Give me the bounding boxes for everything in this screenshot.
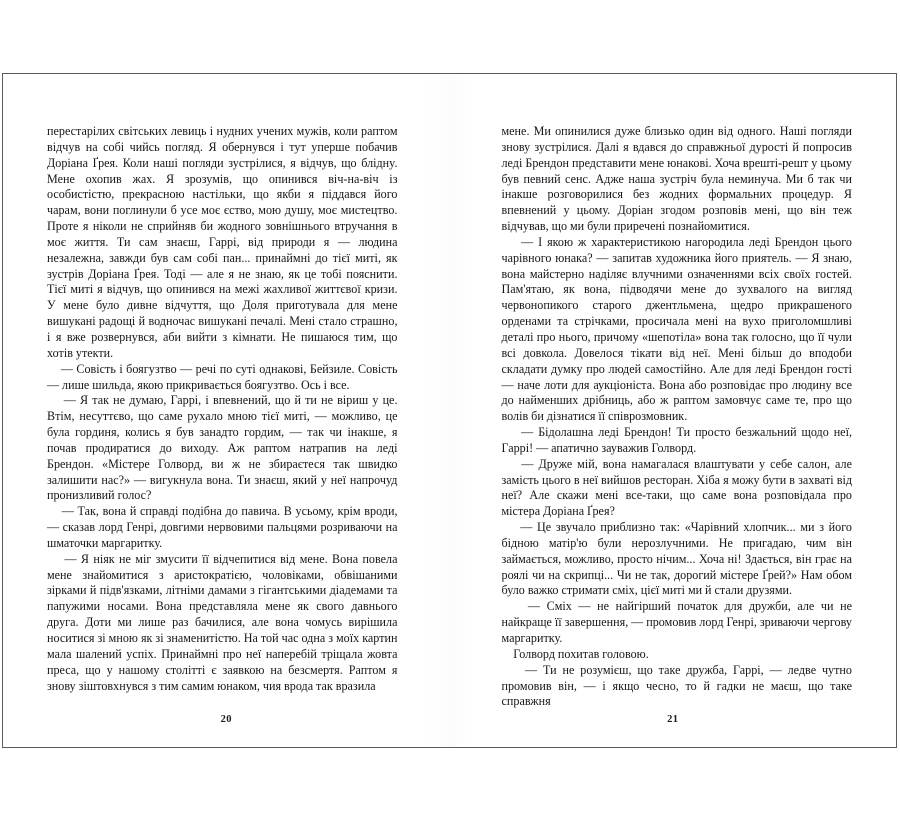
paragraph: — Це звучало приблизно так: «Чарівний хлопчик... ми з його бідною матір'ю були нерозлучними. Не пригадаю, чим він займається, можливо, просто нічим... Хоча ні! Здається, він грає на роялі чи на скрипці... Чи не так, дорогий містере Ґрей?» Нам обом було важко стримати сміх, цієї миті ми й стали друзями. (501, 520, 855, 598)
paragraph: — І якою ж характеристикою нагородила леді Брендон цього чарівного юнака? — запитав художника його приятель. — Я знаю, вона майстерно наділяє влучними означеннями всіх своїх гостей. Пам'ятаю, як вона, підводячи мене до зухвалого на вигляд червонопикого старого джентльмена, щедро прикрашеного орденами та стрічками, просичала мені на вухо приголомшливі деталі про нього, причому «шепотіла» вона так голосно, що її чули всі довкола. Довелося тікати від неї. Мені більш до вподоби складати думку про людей самостійно. Але для леді Брендон гості — наче лоти для аукціоніста. Вона або розповідає про людину все до найменших дрібниць, або ж раптом замовчує саме те, про що волів би дізнатися її співрозмовник. (501, 234, 855, 424)
spread-inner (3, 74, 896, 747)
paragraph: перестарілих світських левиць і нудних учених мужів, коли раптом відчув на собі чийсь погляд. Я обернувся і тут уперше побачив Доріана Ґрея. Коли наші погляди зустрілися, я відчув, що бліднy. Мене охопив жах. Я зрозумів, що опинився віч-на-віч із особистістю, прекрасною настільки, що якби я піддався його чарам, вони поглинули б усе моє єство, мою душу, моє мистецтво. Проте я ніколи не сприйняв би жодного зовнішнього втручання в моє життя. Ти сам знаєш, Гаррі, від природи я — людина незалежна, завжди був сам собі пан... принаймні до тієї миті, як зустрів Доріана Ґрея. Тоді — але я не знаю, як це тобі пояснити. Тієї миті я відчув, що опинився на межі жахливої життєвої кризи. У мене було дивне відчуття, що Доля приготувала для мене вишукані радощі й водночас вишукані печалі. Мені стало страшно, і я вже розвернувся, аби вийти з кімнати. Не пишаюся тим, що хотів утекти. (47, 124, 401, 360)
gutter-shadow-right (450, 74, 476, 747)
paragraph: — Друже мій, вона намагалася влаштувати у себе салон, але замість цього в неї вийшов ресторан. Хіба я можу бути в захваті від неї? Але скажи мені все-таки, що саме вона розповідала про містера Доріана Ґрея? (501, 456, 855, 519)
paragraph: мене. Ми опинилися дуже близько один від одного. Наші погляди знову зустрілися. Далі я вдався до справжньої дурості й попросив леді Брендон представити мене юнакові. Хоча врешті-решт у цьому був певний сенс. Адже наша зустріч була неминуча. Ми б так чи інакше розговорилися без жодних формальних процедур. Я впевнений у цьому. Доріан згодом розповів мені, що він теж відчував, що ми були приречені познайомитися. (501, 124, 855, 234)
paragraph: Голворд похитав головою. (501, 646, 649, 661)
paragraph: — Сміх — не найгірший початок для дружби, але чи не найкраще її завершення, — промовив лорд Генрі, зриваючи чергову маргаритку. (501, 599, 855, 645)
book-page-spread (2, 73, 897, 748)
paragraph: — Ти не розумієш, що таке дружба, Гаррі, — ледве чутно промовив він, — і якщо чесно, то й гадки не маєш, що таке справжня (501, 662, 855, 709)
right-page-text-block (502, 124, 853, 710)
paragraph: — Бідолашна леді Брендон! Ти просто безжальний щодо неї, Гаррі! — апатично зауважив Голворд. (501, 425, 855, 455)
left-page-text-block (47, 124, 401, 694)
gutter-shadow-left (424, 74, 450, 747)
page-number-right: 21 (667, 714, 679, 725)
left-page (3, 74, 450, 747)
paragraph: — Совість і боягузтво — речі по суті однакові, Бейзиле. Совість — лише шильда, якою прикривається боягузтво. Ось і все. (47, 361, 401, 392)
paragraph: — Так, вона й справді подібна до павича. В усьому, крім вроди, — сказав лорд Генрі, довгими нервовими пальцями розриваючи на шматочки маргаритку. (47, 504, 401, 550)
paragraph: — Я ніяк не міг змусити її відчепитися від мене. Вона повела мене знайомитися з аристократією, чоловіками, обвішаними зірками й підв'язками, літніми дамами з гігантськими діадемами та папужими носами. Вона представляла мене як свого давнього друга. Доти ми лише раз бачилися, але вона чомусь вирішила носитися зі мною як зі знаменитістю. На той час одна з моїх картин мала шалений успіх. Принаймні про неї наперебій тріщала жовта преса, що у нашому столітті є заявкою на безсмертя. Раптом я знову зіштовхнувся з тим самим юнаком, чия врода так вразила (47, 551, 401, 693)
paragraph: — Я так не думаю, Гаррі, і впевнений, що й ти не віриш у це. Втім, несуттєво, що саме рухало мною тієї миті, — можливо, це була гординя, колись я був занадто гордим, — так чи інакше, я почав продиратися до виходу. Аж раптом натрапив на леді Брендон. «Містере Голворд, ви ж не збираєтеся так швидко залишити нас?» — вигукнула вона. Ти знаєш, який у неї напрочуд пронизливий голос? (47, 393, 401, 503)
page-number-left: 20 (220, 714, 232, 725)
right-page (450, 74, 897, 747)
